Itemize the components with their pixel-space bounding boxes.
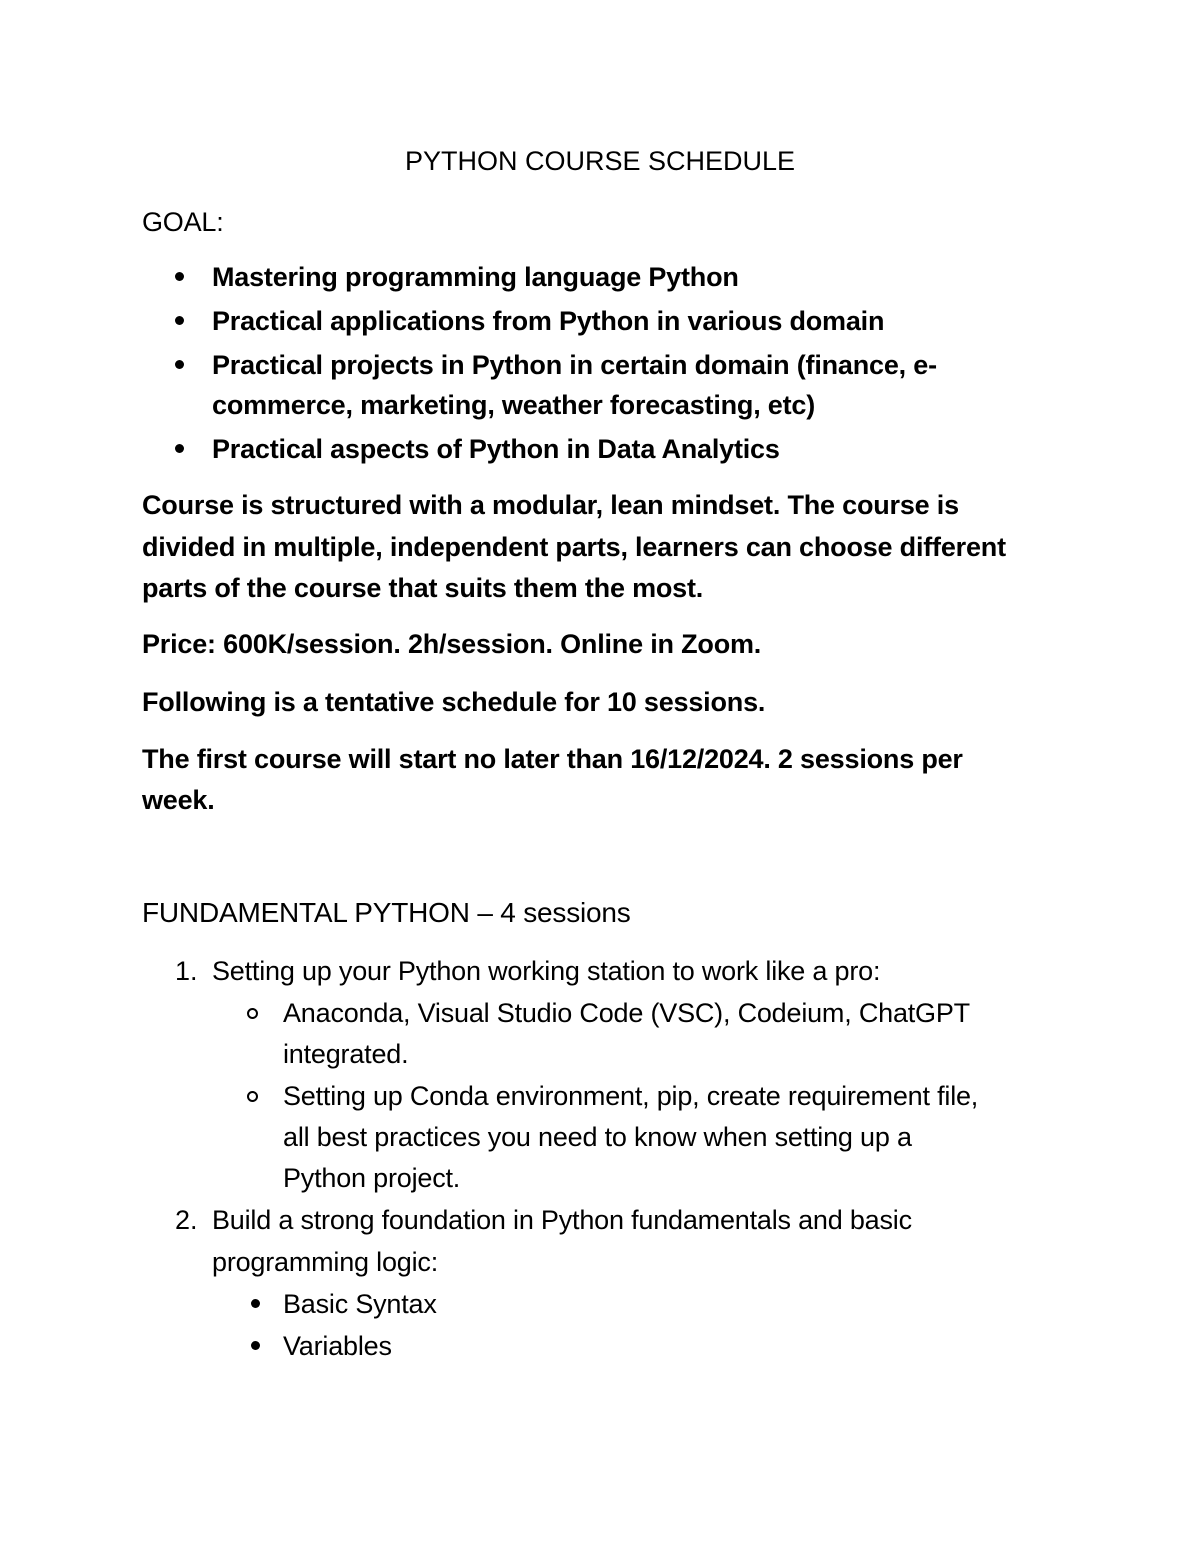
schedule-note: Following is a tentative schedule for 10 sessions. <box>142 687 766 717</box>
bullet-icon <box>175 444 184 453</box>
bullet-icon <box>175 272 184 281</box>
list-item-continuation: programming logic: <box>212 1247 438 1277</box>
sub-item-continuation: Python project. <box>283 1163 461 1193</box>
item-number: 1. <box>175 956 198 986</box>
section-heading: FUNDAMENTAL PYTHON – 4 sessions <box>142 897 631 928</box>
goal-heading: GOAL: <box>142 207 224 237</box>
sub-item: Variables <box>283 1331 392 1361</box>
start-line: week. <box>142 785 215 815</box>
sub-item: Anaconda, Visual Studio Code (VSC), Codeium, ChatGPT <box>283 998 970 1028</box>
sub-item-continuation: all best practices you need to know when setting up a <box>283 1122 912 1152</box>
intro-line: parts of the course that suits them the most. <box>142 573 704 603</box>
sub-item: Basic Syntax <box>283 1289 437 1319</box>
goal-item: Practical aspects of Python in Data Analytics <box>212 434 780 464</box>
sub-item-continuation: integrated. <box>283 1039 409 1069</box>
bullet-icon <box>175 360 184 369</box>
goal-item-continuation: commerce, marketing, weather forecasting, etc) <box>212 390 816 420</box>
circle-bullet-icon <box>247 1091 258 1102</box>
bullet-icon <box>175 316 184 325</box>
bullet-icon <box>251 1341 260 1350</box>
start-line: The first course will start no later than 16/12/2024. 2 sessions per <box>142 744 963 774</box>
goal-item: Mastering programming language Python <box>212 262 739 292</box>
page-title: PYTHON COURSE SCHEDULE <box>404 146 796 176</box>
goal-item: Practical applications from Python in various domain <box>212 306 885 336</box>
bullet-icon <box>251 1299 260 1308</box>
sub-item: Setting up Conda environment, pip, create requirement file, <box>283 1081 979 1111</box>
intro-line: divided in multiple, independent parts, learners can choose different <box>142 532 1006 562</box>
intro-line: Course is structured with a modular, lean mindset. The course is <box>142 490 959 520</box>
price-line: Price: 600K/session. 2h/session. Online in Zoom. <box>142 629 762 659</box>
list-item: Setting up your Python working station to work like a pro: <box>212 956 881 986</box>
list-item: Build a strong foundation in Python fundamentals and basic <box>212 1205 912 1235</box>
circle-bullet-icon <box>247 1008 258 1019</box>
goal-item: Practical projects in Python in certain domain (finance, e- <box>212 350 937 380</box>
item-number: 2. <box>175 1205 198 1235</box>
